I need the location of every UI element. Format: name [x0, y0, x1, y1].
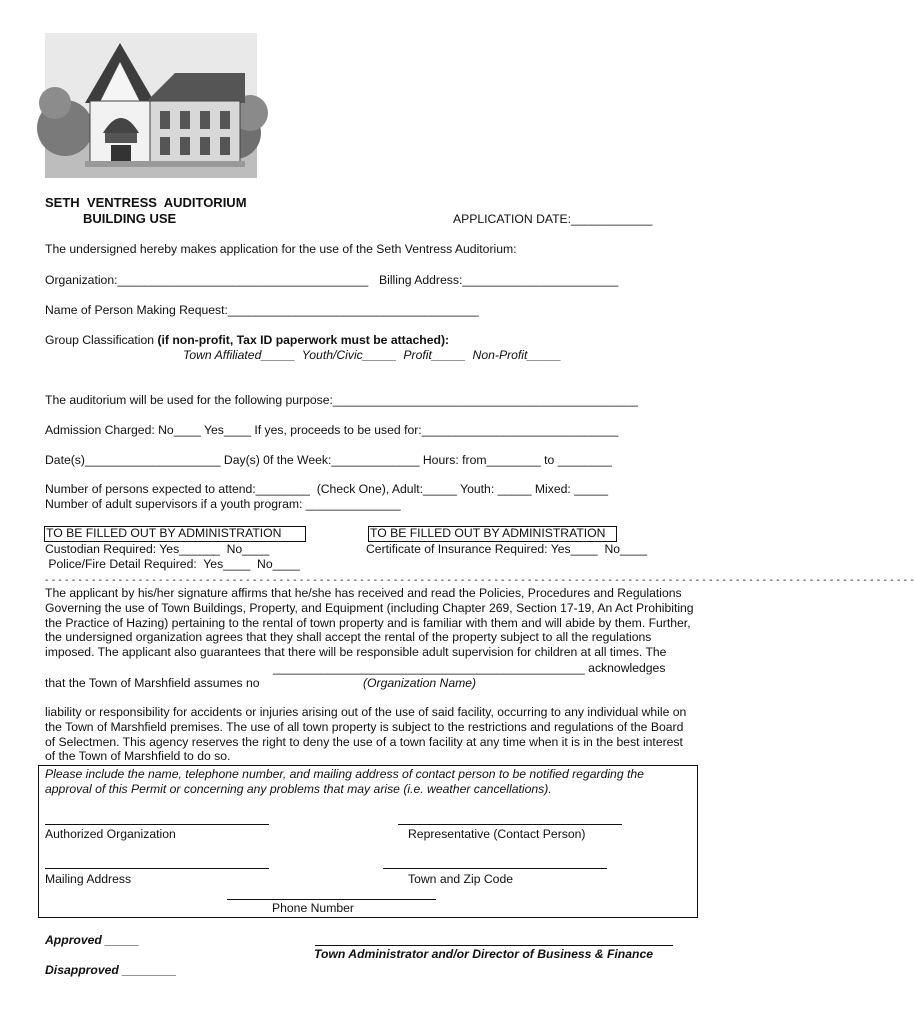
auditorium-photo — [45, 33, 257, 178]
organization-name-caption: (Organization Name) — [363, 676, 477, 690]
police-fire-field[interactable]: Police/Fire Detail Required: Yes____ No____ — [45, 557, 300, 571]
document-subtitle: BUILDING USE — [83, 211, 177, 226]
intro-text: The undersigned hereby makes application for the use of the Seth Ventress Auditorium: — [45, 242, 517, 256]
application-date-field[interactable]: APPLICATION DATE:____________ — [453, 212, 653, 226]
custodian-field[interactable]: Custodian Required: Yes______ No____ — [45, 542, 270, 556]
phone-line[interactable] — [227, 899, 436, 900]
admission-field[interactable]: Admission Charged: No____ Yes____ If yes, proceeds to be used for:_____________________________ — [45, 423, 619, 437]
town-zip-label: Town and Zip Code — [408, 872, 514, 886]
agreement-paragraph: The applicant by his/her signature affirms that he/she has received and read the Policies, Procedures and Regulations Governing the use of Town Buildings, Property, and Equipment (including Chapter 269, Section 17-19, An Act Prohibiting the Practice of Hazing) pertaining to the rental of town property and is familiar with them and will abide by them. Further, the undersigned organization agrees that they shall accept the rental of the property subject to all the regulations imposed. The applicant also guarantees that there will be responsible adult supervision for children at all times. The — [45, 586, 694, 660]
group-classification-options[interactable]: Town Affiliated_____ Youth/Civic_____ Profit_____ Non-Profit_____ — [183, 348, 562, 362]
group-classification-note: (if non-profit, Tax ID paperwork must be attached): — [157, 333, 450, 347]
billing-address-field[interactable]: Billing Address:_______________________ — [379, 273, 619, 287]
signatory-title: Town Administrator and/or Director of Business & Finance — [314, 947, 654, 961]
authorized-org-label: Authorized Organization — [45, 827, 176, 841]
town-zip-line[interactable] — [383, 868, 607, 869]
disapproved-field[interactable]: Disapproved ________ — [45, 963, 177, 977]
approved-field[interactable]: Approved _____ — [45, 933, 140, 947]
mailing-address-label: Mailing Address — [45, 872, 132, 886]
building-illustration — [45, 33, 257, 178]
purpose-field[interactable]: The auditorium will be used for the following purpose:_____________________________________________ — [45, 393, 638, 407]
dates-hours-field[interactable]: Date(s)____________________ Day(s) 0f the Week:_____________ Hours: from________ to ________ — [45, 453, 612, 467]
attendance-field[interactable]: Number of persons expected to attend:________ (Check One), Adult:_____ Youth: _____ Mixed: _____ — [45, 482, 609, 496]
insurance-field[interactable]: Certificate of Insurance Required: Yes____ No____ — [366, 542, 648, 556]
phone-label: Phone Number — [272, 901, 354, 915]
mailing-address-line[interactable] — [45, 868, 269, 869]
admin-heading-left: TO BE FILLED OUT BY ADMINISTRATION — [46, 526, 282, 540]
representative-label: Representative (Contact Person) — [408, 827, 586, 841]
group-classification-label: Group Classification — [45, 333, 158, 347]
organization-name-line[interactable]: ______________________________________________ acknowledges — [273, 661, 666, 675]
group-classification — [45, 333, 449, 348]
authorized-org-line[interactable] — [45, 824, 269, 825]
liability-paragraph: liability or responsibility for accidents or injuries arising out of the use of said facility, occurring to any individual while on the Town of Marshfield premises. The use of all town property is subject to the restrictions and regulations of the Board of Selectmen. This agency reserves the right to deny the use of a town facility at any time when it is in the best interest of the Town of Marshfield to do so. — [45, 705, 687, 764]
dashed-divider: - - - - - - - - - - - - - - - - - - - - - - - - - - - - - - - - - - - - - - - - - - - - - - - - - - - - - - - - - - - - - - - - - - - - - - - - - - - - - - - - - - - - - - - - - - - - - - - - - - - - - - - - - - - - - - - - - - - - - - - - - - - - - - - - - - — [45, 575, 914, 586]
agreement-last-line: that the Town of Marshfield assumes no — [45, 676, 260, 690]
admin-heading-right: TO BE FILLED OUT BY ADMINISTRATION — [370, 526, 606, 540]
requester-name-field[interactable]: Name of Person Making Request:_____________________________________ — [45, 303, 479, 317]
organization-field[interactable]: Organization:_____________________________________ — [45, 273, 369, 287]
signature-line[interactable] — [315, 945, 673, 946]
representative-line[interactable] — [398, 824, 622, 825]
contact-instructions: Please include the name, telephone number, and mailing address of contact person to be notified regarding the approval of this Permit or concerning any problems that may arise (i.e. weather cancellations). — [45, 767, 644, 796]
document-title: SETH VENTRESS AUDITORIUM — [45, 195, 247, 210]
supervisors-field[interactable]: Number of adult supervisors if a youth program: ______________ — [45, 497, 401, 511]
